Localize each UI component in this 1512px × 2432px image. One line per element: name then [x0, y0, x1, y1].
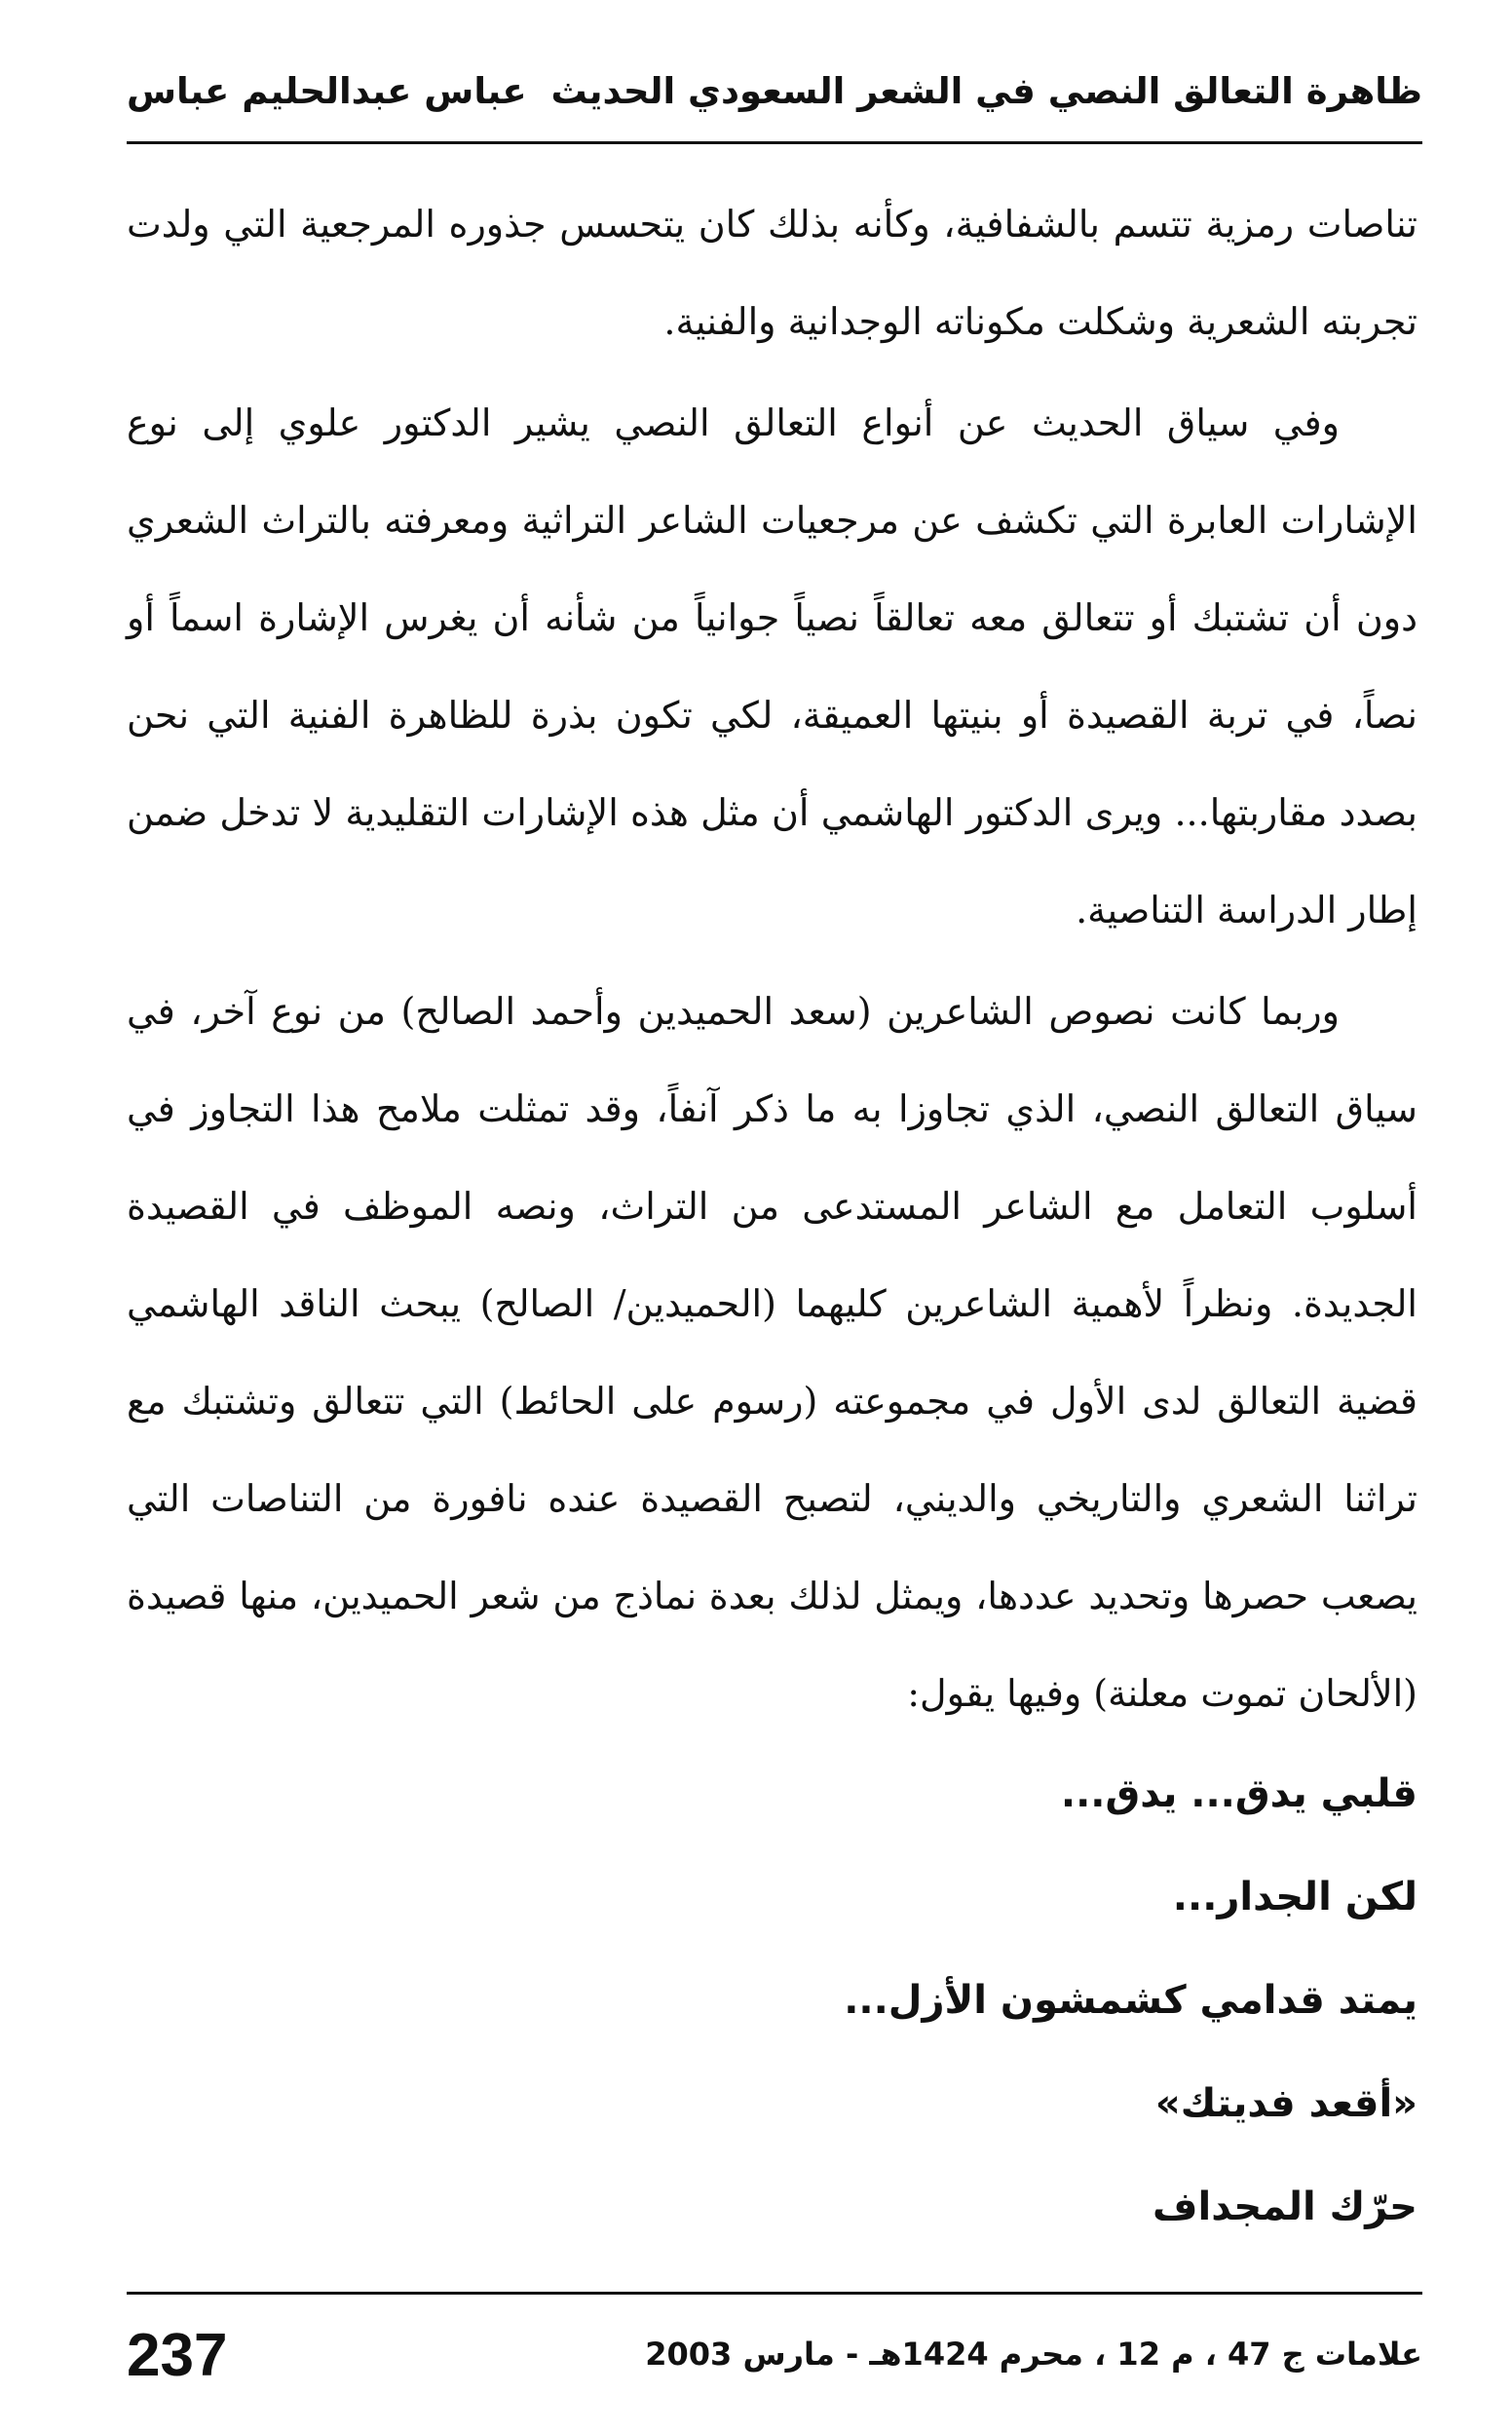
- paragraph-1: تناصات رمزية تتسم بالشفافية، وكأنه بذلك كان يتحسس جذوره المرجعية التي ولدت تجربته الشعرية وشكلت مكوناته الوجدانية والفنية.: [127, 203, 1418, 343]
- verse-line-5: حرّك المجداف: [1153, 2185, 1418, 2229]
- header-title: ظاهرة التعالق النصي في الشعر السعودي الحديث: [550, 70, 1422, 112]
- header-author: عباس عبدالحليم عباس: [127, 70, 527, 112]
- verse-line-4: «أقعد فديتك»: [1154, 2081, 1418, 2126]
- footer-rule: [127, 2292, 1422, 2295]
- body-text: [127, 175, 1418, 2259]
- paragraph-3: وربما كانت نصوص الشاعرين (سعد الحميدين وأحمد الصالح) من نوع آخر، في سياق التعالق النصي، الذي تجاوزا به ما ذكر آنفاً، وقد تمثلت ملامح هذا التجاوز في أسلوب التعامل مع الشاعر المستدعى من التراث، ونصه الموظف في القصيدة الجديدة. ونظراً لأهمية الشاعرين كليهما (الحميدين/ الصالح) يبحث الناقد الهاشمي قضية التعالق لدى الأول في مجموعته (رسوم على الحائط) التي تتعالق وتشتبك مع تراثنا الشعري والتاريخي والديني، لتصبح القصيدة عنده نافورة من التناصات التي يصعب حصرها وتحديد عددها، ويمثل لذلك بعدة نماذج من شعر الحميدين، منها قصيدة (الألحان تموت معلنة) وفيها يقول:: [127, 990, 1418, 1715]
- header-rule: [127, 141, 1422, 144]
- running-footer: [127, 2317, 1422, 2395]
- page-number: 237: [127, 2322, 228, 2389]
- journal-citation: علامات ج 47 ، م 12 ، محرم 1424هـ - مارس 2003: [645, 2336, 1422, 2373]
- poem-excerpt: [127, 1742, 1418, 2259]
- verse-line-1: قلبي يدق... يدق...: [1060, 1771, 1418, 1816]
- running-header: [127, 64, 1422, 133]
- verse-line-2: لكن الجدار...: [1172, 1875, 1418, 1919]
- paragraph-2: وفي سياق الحديث عن أنواع التعالق النصي يشير الدكتور علوي إلى نوع الإشارات العابرة التي تكشف عن مرجعيات الشاعر التراثية ومعرفته بالتراث الشعري دون أن تشتبك أو تتعالق معه تعالقاً نصياً جوانياً من شأنه أن يغرس الإشارة اسماً أو نصاً، في تربة القصيدة أو بنيتها العميقة، لكي تكون بذرة للظاهرة الفنية التي نحن بصدد مقاربتها... ويرى الدكتور الهاشمي أن مثل هذه الإشارات التقليدية لا تدخل ضمن إطار الدراسة التناصية.: [127, 401, 1418, 931]
- verse-line-3: يمتد قدامي كشمشون الأزل...: [844, 1978, 1418, 2023]
